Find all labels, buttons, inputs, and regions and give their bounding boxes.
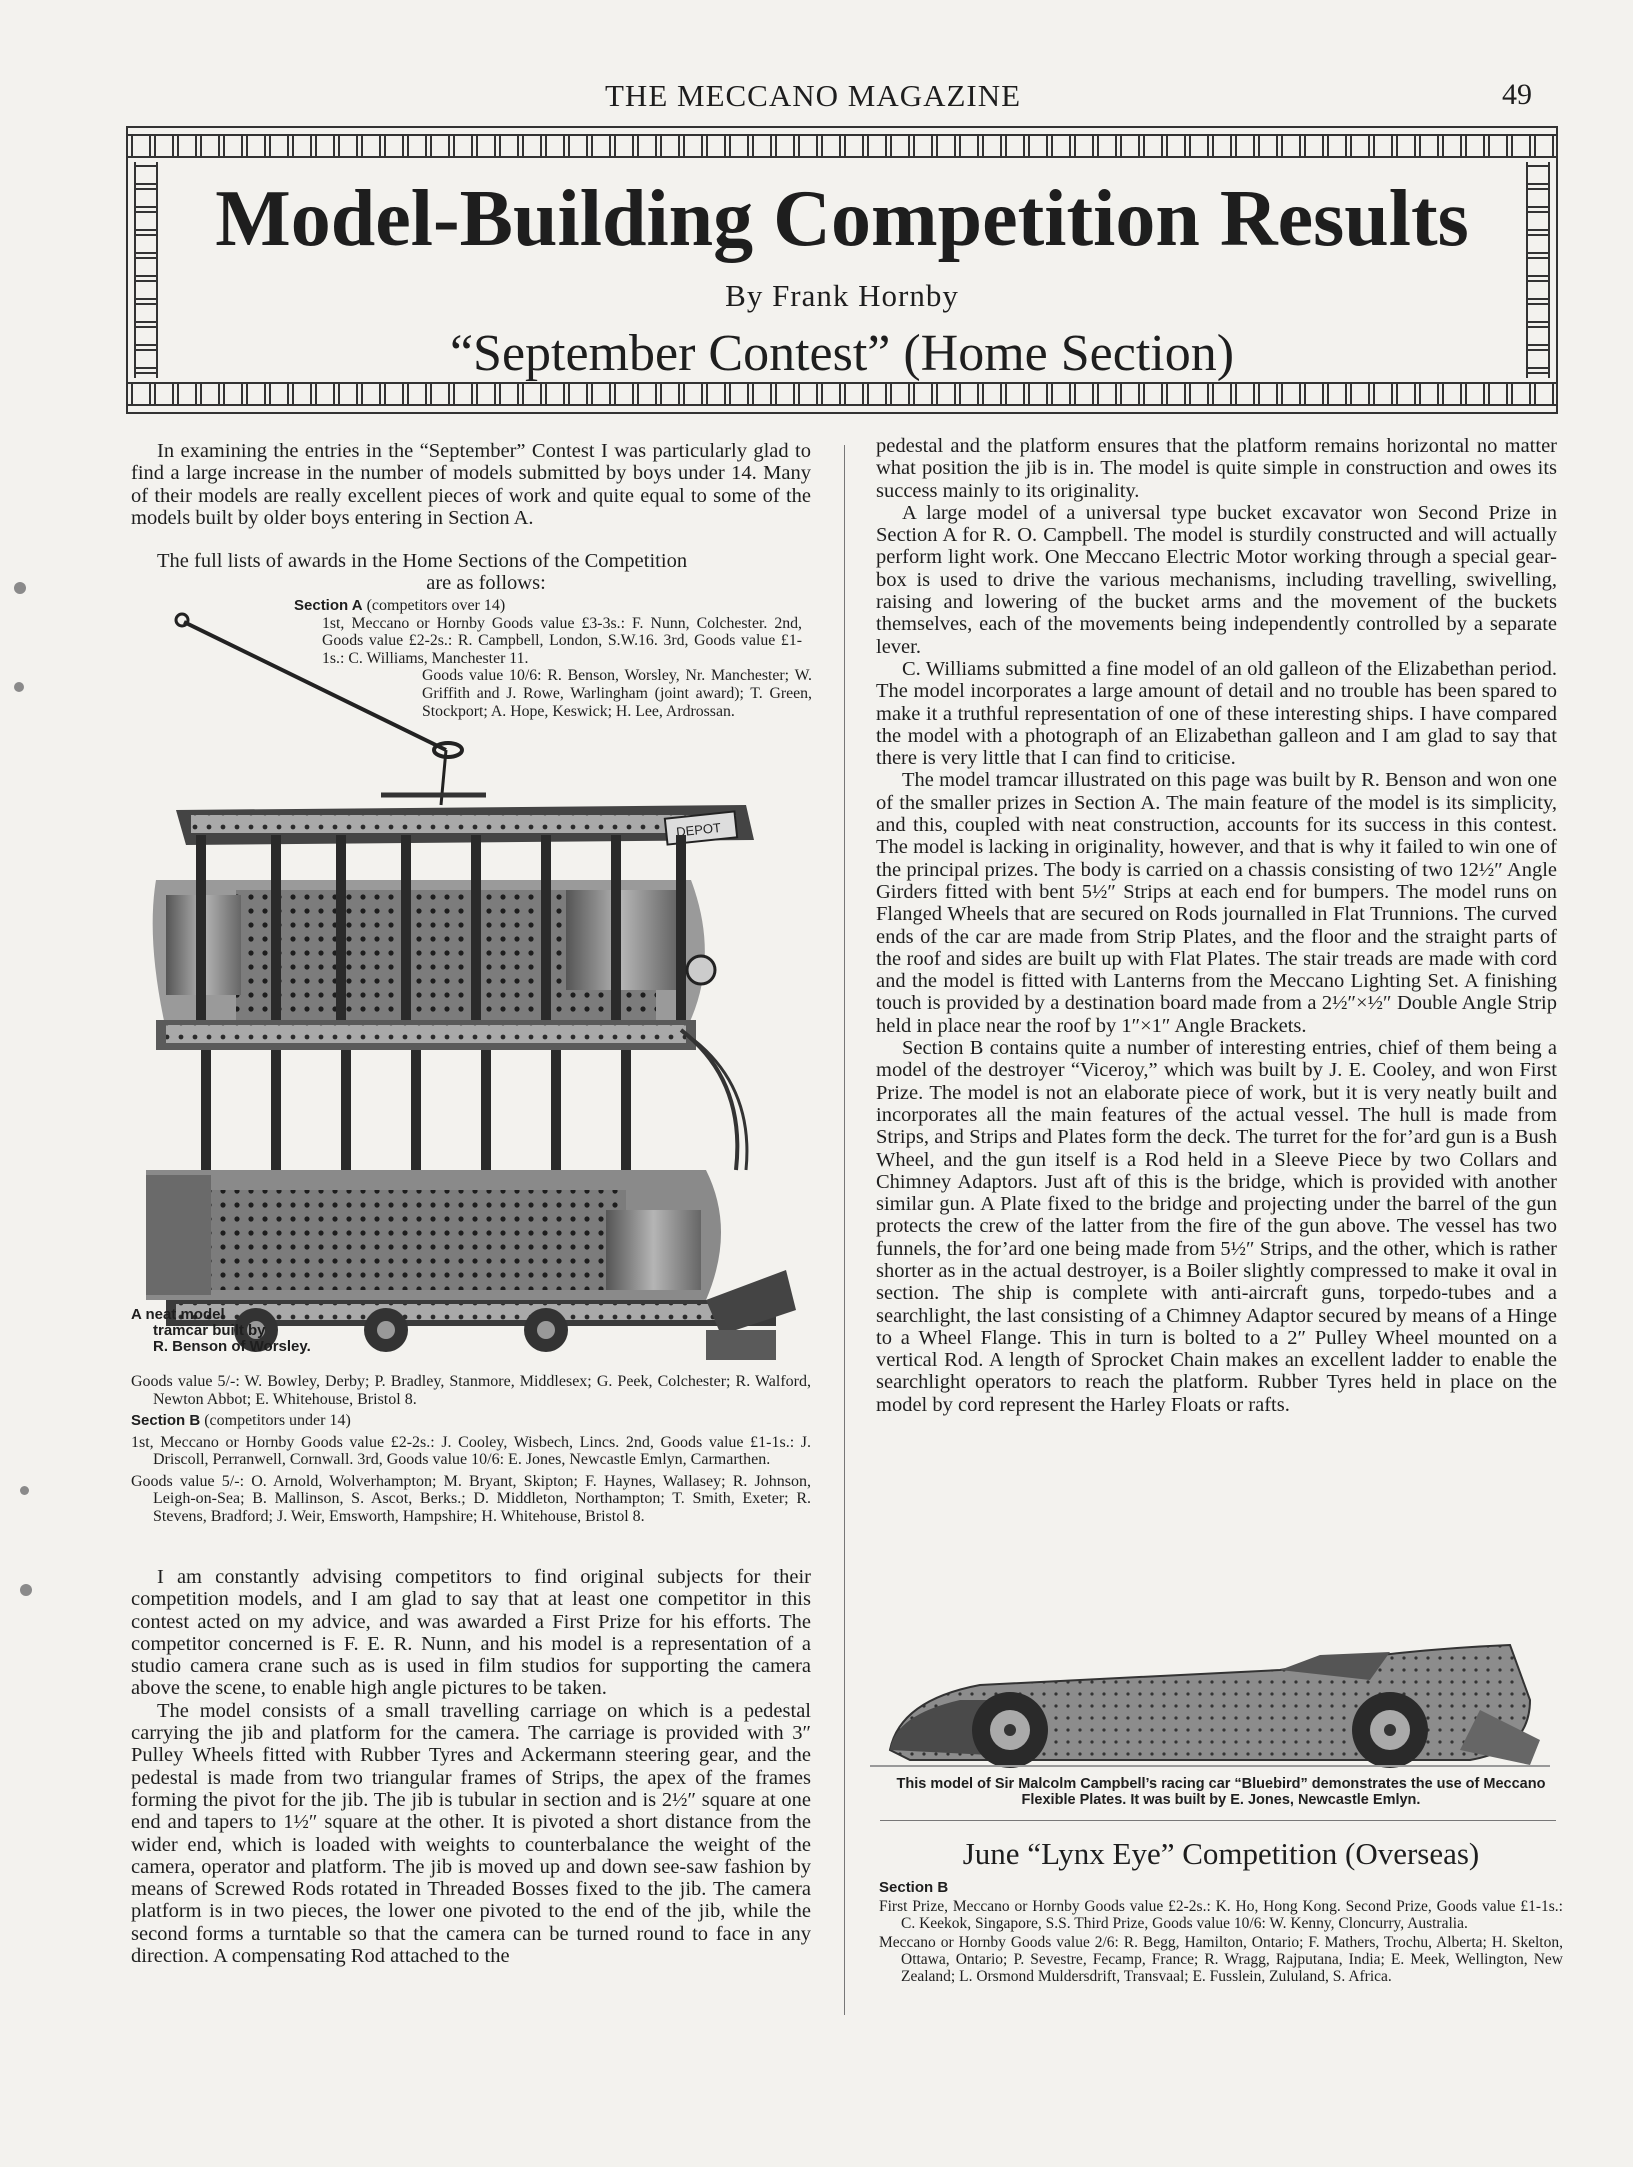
awards-intro-line: The full lists of awards in the Home Sections of the Competition [157,550,688,572]
awards-intro-line-2: are as follows: [426,572,546,595]
awards-lists [131,1373,811,1529]
awards-intro [131,550,811,595]
section-b-goods-5: Goods value 5/-: O. Arnold, Wolverhampton; M. Bryant, Skipton; F. Haynes, Wallasey; R. Johnson, Leigh-on-Sea; B. Mallinson, S. Ascot, Berks.; D. Middleton, Northampton; T. Smith, Exeter; R. Stevens, Bradford; J. Weir, Emsworth, Hampshire; H. Whitehouse, Bristol 8. [131,1472,811,1525]
tramcar-model-photo [146,610,806,1362]
body-paragraph: I am constantly advising competitors to find original subjects for their competition models, and I am glad to say that at least one competitor in this contest acted on my advice, and was awarded a First Prize for his efforts. The competitor concerned is F. E. R. Nunn, and his model is a representation of a studio camera crane such as is used in film studios for supporting the camera above the scene, to enable high angle pictures to be taken. [131,1566,811,1700]
lynx-prize-entry: Meccano or Hornby Goods value 2/6: R. Begg, Hamilton, Ontario; F. Mathers, Trochu, Alberta; H. Skelton, Ottawa, Ontario; P. Sevestre, Fecamp, France; R. Wragg, Rajputana, India; E. Meek, Wellington, New Zealand; L. Orsmond Muldersdrift, Transvaal; E. Fusslein, Zululand, S. Africa. [879,1934,1563,1985]
left-column-intro [131,440,811,529]
section-divider [880,1820,1556,1821]
section-a-note: (competitors over 14) [366,597,506,614]
left-column-body [131,1566,811,1967]
section-a-heading: Section A [294,597,363,614]
page-number: 49 [1502,78,1532,111]
section-b-first-prizes: 1st, Meccano or Hornby Goods value £2-2s.: J. Cooley, Wisbech, Lincs. 2nd, Goods value £1-1s.: J. Driscoll, Perranwell, Cornwall. 3rd, Goods value 10/6: E. Jones, Newcastle Emlyn, Carmarthen. [131,1433,811,1468]
section-a-first-prizes: 1st, Meccano or Hornby Goods value £3-3s.: F. Nunn, Colchester. 2nd, Goods value £2-2s.: R. Campbell, London, S.W.16. 3rd, Goods value £1-1s.: C. Williams, Manchester 11. [322,614,802,667]
bluebird-caption: This model of Sir Malcolm Campbell’s racing car “Bluebird” demonstrates the use of Meccano Flexible Plates. It was built by E. Jones, Newcastle Emlyn. [896,1776,1546,1808]
body-paragraph: The model tramcar illustrated on this page was built by R. Benson and won one of the smaller prizes in Section A. The main feature of the model is its simplicity, and this, coupled with neat construction, accounts for its success in this contest. The model is lacking in originality, however, and that is why it failed to win one of the principal prizes. The body is carried on a chassis consisting of two 12½″ Angle Girders fitted with bent 5½″ Strips at each end for bumpers. The model runs on Flanged Wheels that are secured on Rods journalled in Flat Trunnions. The curved ends of the car are made from Strip Plates, and the floor and the straight parts of the roof and sides are built up with Flat Plates. The stair treads are made with cord and the model is fitted with Lanterns from the Meccano Lighting Set. A finishing touch is provided by a destination board made from a 2½″×½″ Double Angle Strip held in place near the roof by 1″×1″ Angle Brackets. [876,769,1557,1037]
byline: By Frank Hornby [725,278,959,313]
section-a-awards [294,597,814,720]
article-title: Model-Building Competition Results [215,175,1469,263]
tramcar-caption-line-1: A neat model [131,1306,225,1323]
right-column-body [876,435,1557,1416]
decorative-border-bottom [128,382,1556,406]
destination-board-text: DEPOT [675,819,722,840]
lynx-prize-entry: First Prize, Meccano or Hornby Goods value £2-2s.: K. Ho, Hong Kong. Second Prize, Goods value £1-1s.: C. Keekok, Singapore, S.S. Third Prize, Goods value 10/6: W. Kenny, Cloncurry, Australia. [879,1897,1563,1932]
tramcar-caption [131,1307,371,1355]
body-paragraph: A large model of a universal type bucket excavator won Second Prize in Section A for R. O. Campbell. The model is sturdily constructed and will actually perform light work. One Meccano Electric Motor working through a special gear-box is used to drive the various mechanisms, including travelling, swivelling, raising and lowering of the bucket arms and the movement of the buckets themselves, each of the movements being independently controlled by a separate lever. [876,501,1557,658]
running-title: THE MECCANO MAGAZINE [605,78,1022,113]
lynx-eye-title: June “Lynx Eye” Competition (Overseas) [962,1836,1480,1871]
tramcar-caption-line-2: tramcar built by [153,1322,266,1339]
running-head [0,78,1633,118]
title-box [126,126,1558,414]
section-a-goods-5: Goods value 5/-: W. Bowley, Derby; P. Bradley, Stanmore, Middlesex; G. Peek, Colchester; R. Walford, Newton Abbot; E. Whitehouse, Bristol 8. [131,1373,811,1408]
article-subtitle: “September Contest” (Home Section) [449,325,1235,382]
body-paragraph: The model consists of a small travelling carriage on which is a pedestal carrying the jib and platform for the camera. The carriage is provided with 3″ Pulley Wheels fitted with Rubber Tyres and Ackermann steering gear, and the pedestal is made from two triangular frames of Strips, the apex of the frames forming the pivot for the jib. The jib is tubular in section and is 2½″ square at one end and tapers to 1½″ square at the other. It is pivoted a short distance from the wider end, which is loaded with weights to counterbalance the weight of the camera, operator and platform. The jib is moved up and down see-saw fashion by means of Screwed Rods rotated in Threaded Bosses fixed to the jib. The camera platform is in two pieces, the lower one pivoted to the end of the jib, while the second forms a turntable so that the camera can be turned round to face in any direction. A compensating Rod attached to the [131,1699,811,1968]
decorative-border-top [128,134,1556,158]
body-paragraph: Section B contains quite a number of interesting entries, chief of them being a model of the destroyer “Viceroy,” which was built by J. E. Cooley, and won First Prize. The model is not an elaborate piece of work, but it is very neatly built and incorporates all the main features of the actual vessel. The hull is made from Strips, and Strips and Plates form the deck. The turret for the for’ard gun is a Bush Wheel, and the gun itself is a Rod held in a Sleeve Piece by two Collars and Chimney Adaptors. Just aft of this is the bridge, which is provided with another similar gun. A Plate fixed to the bridge and projecting under the barrel of the gun protects the crew of the latter from the fire of the gun above. The vessel has two funnels, the for’ard one being made from 5½″ Strips, and the other, which is rather shorter as in the actual destroyer, is a Boiler slightly compressed to make it oval in section. The ship is complete with anti-aircraft guns, torpedo-tubes and a searchlight, the last consisting of a Chimney Adaptor secured by means of a Hinge to a Wheel Flange. This in turn is bolted to a 2″ Pulley Wheel mounted on a vertical Rod. A length of Sprocket Chain makes an excellent ladder to enable the searchlight operators to reach the platform. Rubber Tyres held in place on the model by cord represent the Harley Floats or rafts. [876,1037,1557,1416]
intro-paragraph: In examining the entries in the “September” Contest I was particularly glad to find a large increase in the number of models submitted by boys under 14. Many of their models are really excellent pieces of work and quite equal to some of the models built by older boys entering in Section A. [131,440,811,529]
section-b-heading: Section B [131,1412,201,1429]
section-b-note: (competitors under 14) [204,1412,351,1429]
column-divider [844,445,845,2015]
body-paragraph: pedestal and the platform ensures that the platform remains horizontal no matter what position the jib is in. The model is quite simple in construction and owes its success mainly to its originality. [876,435,1557,502]
lynx-section-heading: Section B [879,1879,949,1896]
lynx-eye-results [879,1880,1563,1989]
bluebird-racing-car-photo [870,1640,1550,1775]
body-paragraph: C. Williams submitted a fine model of an old galleon of the Elizabethan period. The model incorporates a large amount of detail and no trouble has been spared to make it a truthful representation of one of these interesting ships. I have compared the model with a photograph of an Elizabethan galleon and I am glad to say that there is very little that I can find to criticise. [876,657,1557,770]
section-a-goods-10-6: Goods value 10/6: R. Benson, Worsley, Nr. Manchester; W. Griffith and J. Rowe, Warlingham (joint award); T. Green, Stockport; A. Hope, Keswick; H. Lee, Ardrossan. [422,667,812,720]
tramcar-caption-line-3: R. Benson of Worsley. [153,1338,311,1355]
